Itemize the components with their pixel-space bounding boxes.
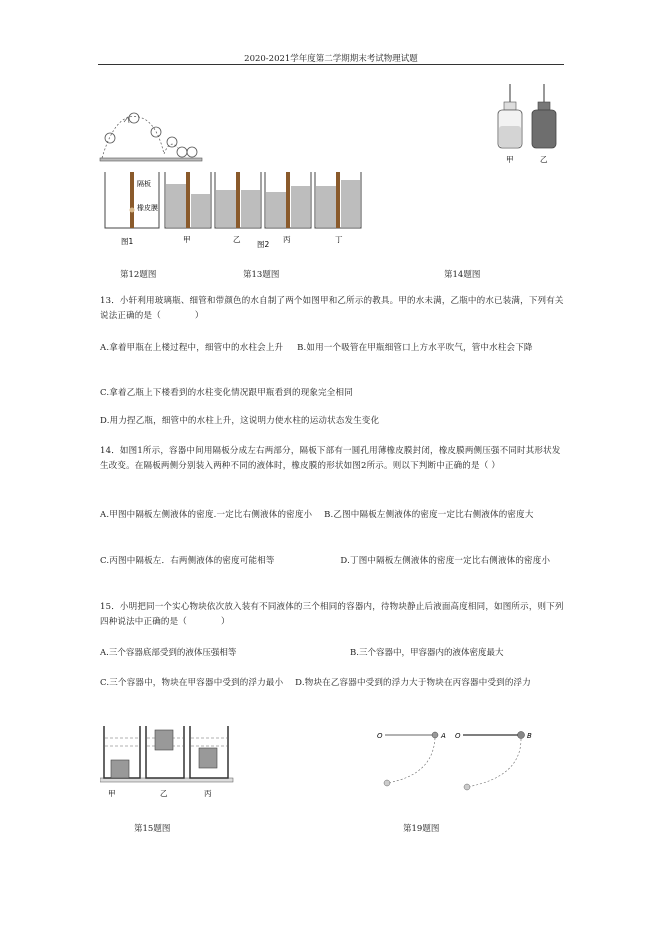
header-rule [98,64,564,65]
point-a: A [441,732,446,740]
q14-option-c: C.丙图中隔板左．右两侧液体的密度可能相等 [100,556,275,566]
bouncing-ball-figure [98,108,208,166]
container-yi [215,172,261,228]
container-figure-1 [103,170,161,250]
container-jia [104,726,140,778]
caption-fig15: 第15题图 [134,824,171,834]
point-o-right: O [455,732,461,740]
floating-block-figure [100,722,235,804]
q14-option-a: A.甲图中隔板左侧液体的密度.一定比右侧液体的密度小 [100,510,313,520]
caption-fig13: 第13题图 [243,270,280,280]
question-15-stem: 15．小明把同一个实心物块依次放入装有不同液体的三个相同的容器内，待物块静止后液面高度相同，如图所示，则下列四种说法中正确的是（ ） [100,602,564,627]
container-yi [146,726,184,778]
point-b: B [527,732,532,740]
q13-option-c: C.拿着乙瓶上下楼看到的水柱变化情况跟甲瓶看到的现象完全相同 [100,388,353,398]
question-15-option-c-d [100,676,564,691]
q15-option-c: C.三个容器中，物块在甲容器中受到的浮力最小 [100,678,284,688]
pendulum-right [455,732,532,791]
container-bing [265,172,311,228]
divider-label: 隔板 [137,180,151,188]
q13-option-b: B.如用一个吸管在甲瓶细管口上方水平吹气，管中水柱会下降 [297,343,533,353]
container-jia [165,172,211,228]
figure-1-label: 图1 [121,237,134,246]
caption-fig12: 第12题图 [120,270,157,280]
page-header: 2020-2021学年度第二学期期末考试物理试题 [244,54,418,64]
q13-option-a: A.拿着甲瓶在上楼过程中，细管中的水柱会上升 [100,343,284,353]
point-o-left: O [377,732,383,740]
container-figure-2 [163,170,368,250]
membrane-label: 橡皮膜 [137,204,158,212]
bottle-label-jia: 甲 [506,155,514,164]
q14-option-b: B.乙图中隔板左侧液体的密度一定比右侧液体的密度大 [324,510,534,520]
label-jia: 甲 [108,789,116,798]
question-14-stem: 14．如图1所示，容器中间用隔板分成左右两部分，隔板下部有一圆孔用薄橡皮膜封闭，橡皮膜两侧压强不同时其形状发生改变。在隔板两侧分别装入两种不同的液体时，橡皮膜的形状如图2所示。则以下判断中正确的是（ ） [100,446,561,471]
container-bing [190,726,228,778]
q14-option-d: D.丁图中隔板左侧液体的密度一定比右侧液体的密度小 [340,556,551,566]
question-13-option-a-b [100,341,564,356]
label-yi: 乙 [160,789,168,798]
label-ding: 丁 [335,235,343,244]
label-yi: 乙 [233,235,241,244]
label-bing: 丙 [204,789,212,798]
bottle-label-yi: 乙 [540,155,548,164]
label-jia: 甲 [183,235,191,244]
bottles-figure [494,82,564,166]
pendulum-figure [375,725,535,805]
question-14-option-c-d [100,554,564,569]
pendulum-left [377,732,446,786]
question-14-option-a-b [100,508,564,523]
q15-option-a: A.三个容器底部受到的液体压强相等 [100,648,237,658]
label-bing: 丙 [283,235,291,244]
container-ding [315,172,361,228]
q15-option-d: D.物块在乙容器中受到的浮力大于物块在丙容器中受到的浮力 [295,678,531,688]
bottle-yi [532,84,556,148]
q13-option-d: D.用力捏乙瓶，细管中的水柱上升，这说明力使水柱的运动状态发生变化 [100,416,380,426]
figure-2-label: 图2 [257,240,270,249]
bottle-jia [498,84,522,148]
caption-fig19: 第19题图 [403,824,440,834]
q15-option-b: B.三个容器中，甲容器内的液体密度最大 [350,648,504,658]
caption-fig14: 第14题图 [444,270,481,280]
question-13-stem: 13．小轩利用玻璃瓶、细管和带颜色的水自制了两个如图甲和乙所示的教具。甲的水未满，乙瓶中的水已装满，下列有关说法正确的是（ ） [100,296,564,321]
